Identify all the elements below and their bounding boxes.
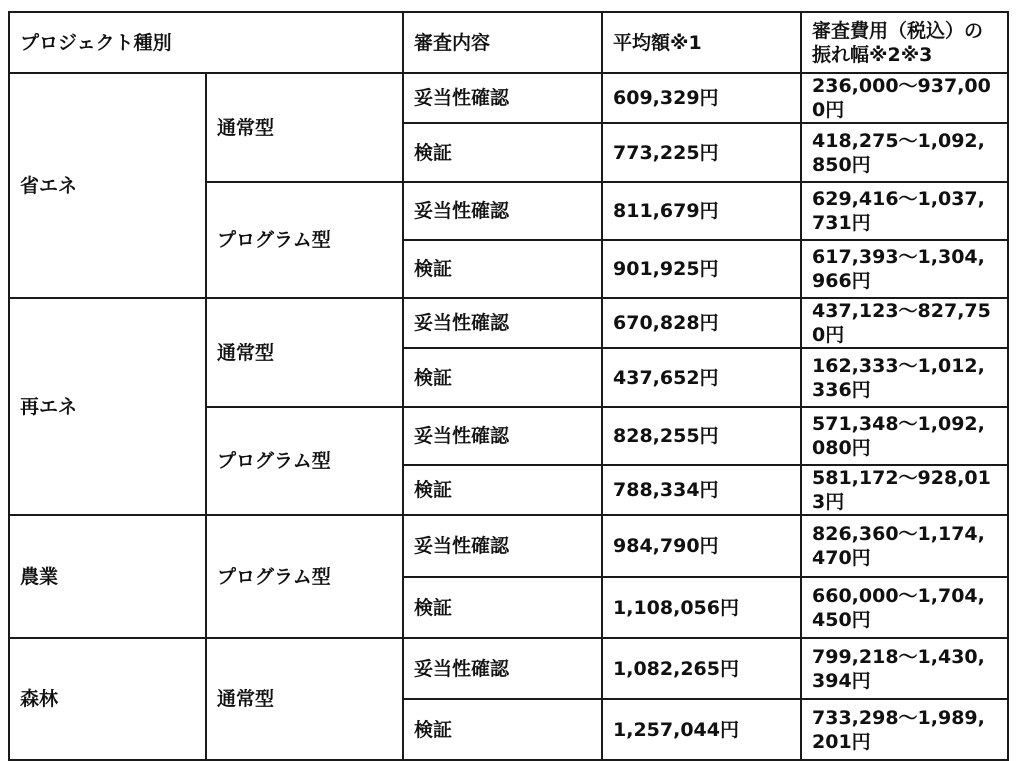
average-cell: 828,255円	[602, 407, 801, 465]
subtype-cell: プログラム型	[206, 515, 403, 638]
review-cell: 妥当性確認	[403, 182, 602, 240]
average-cell: 773,225円	[602, 123, 801, 182]
range-cell: 236,000〜937,000円	[801, 73, 1008, 123]
review-cell: 妥当性確認	[403, 515, 602, 577]
header-review-content: 審査内容	[403, 12, 602, 73]
range-cell: 617,393〜1,304,966円	[801, 240, 1008, 298]
header-range: 審査費用（税込）の振れ幅※2※3	[801, 12, 1008, 73]
review-cell: 検証	[403, 240, 602, 298]
review-cell: 検証	[403, 699, 602, 760]
average-cell: 788,334円	[602, 465, 801, 515]
range-cell: 733,298〜1,989,201円	[801, 699, 1008, 760]
average-cell: 984,790円	[602, 515, 801, 577]
range-cell: 571,348〜1,092,080円	[801, 407, 1008, 465]
range-cell: 162,333〜1,012,336円	[801, 348, 1008, 407]
table-header-row	[9, 12, 1008, 73]
average-cell: 1,082,265円	[602, 638, 801, 699]
subtype-cell: 通常型	[206, 73, 403, 182]
category-cell: 森林	[9, 638, 206, 760]
range-cell: 437,123〜827,750円	[801, 298, 1008, 348]
table-row	[9, 515, 1008, 577]
subtype-cell: プログラム型	[206, 407, 403, 515]
table-row	[9, 638, 1008, 699]
subtype-cell: 通常型	[206, 638, 403, 760]
review-fee-table	[8, 11, 1009, 761]
average-cell: 1,108,056円	[602, 577, 801, 638]
range-cell: 418,275〜1,092,850円	[801, 123, 1008, 182]
average-cell: 811,679円	[602, 182, 801, 240]
review-cell: 妥当性確認	[403, 73, 602, 123]
review-cell: 検証	[403, 577, 602, 638]
table-row	[9, 73, 1008, 123]
header-project-type: プロジェクト種別	[9, 12, 403, 73]
header-average: 平均額※1	[602, 12, 801, 73]
review-cell: 検証	[403, 348, 602, 407]
table-row	[9, 298, 1008, 348]
category-cell: 再エネ	[9, 298, 206, 515]
category-cell: 省エネ	[9, 73, 206, 298]
subtype-cell: プログラム型	[206, 182, 403, 298]
review-cell: 妥当性確認	[403, 298, 602, 348]
average-cell: 901,925円	[602, 240, 801, 298]
subtype-cell: 通常型	[206, 298, 403, 407]
category-cell: 農業	[9, 515, 206, 638]
review-cell: 妥当性確認	[403, 638, 602, 699]
range-cell: 660,000〜1,704,450円	[801, 577, 1008, 638]
range-cell: 581,172〜928,013円	[801, 465, 1008, 515]
average-cell: 437,652円	[602, 348, 801, 407]
range-cell: 826,360〜1,174,470円	[801, 515, 1008, 577]
average-cell: 609,329円	[602, 73, 801, 123]
review-cell: 妥当性確認	[403, 407, 602, 465]
average-cell: 1,257,044円	[602, 699, 801, 760]
range-cell: 799,218〜1,430,394円	[801, 638, 1008, 699]
review-cell: 検証	[403, 465, 602, 515]
review-cell: 検証	[403, 123, 602, 182]
average-cell: 670,828円	[602, 298, 801, 348]
range-cell: 629,416〜1,037,731円	[801, 182, 1008, 240]
